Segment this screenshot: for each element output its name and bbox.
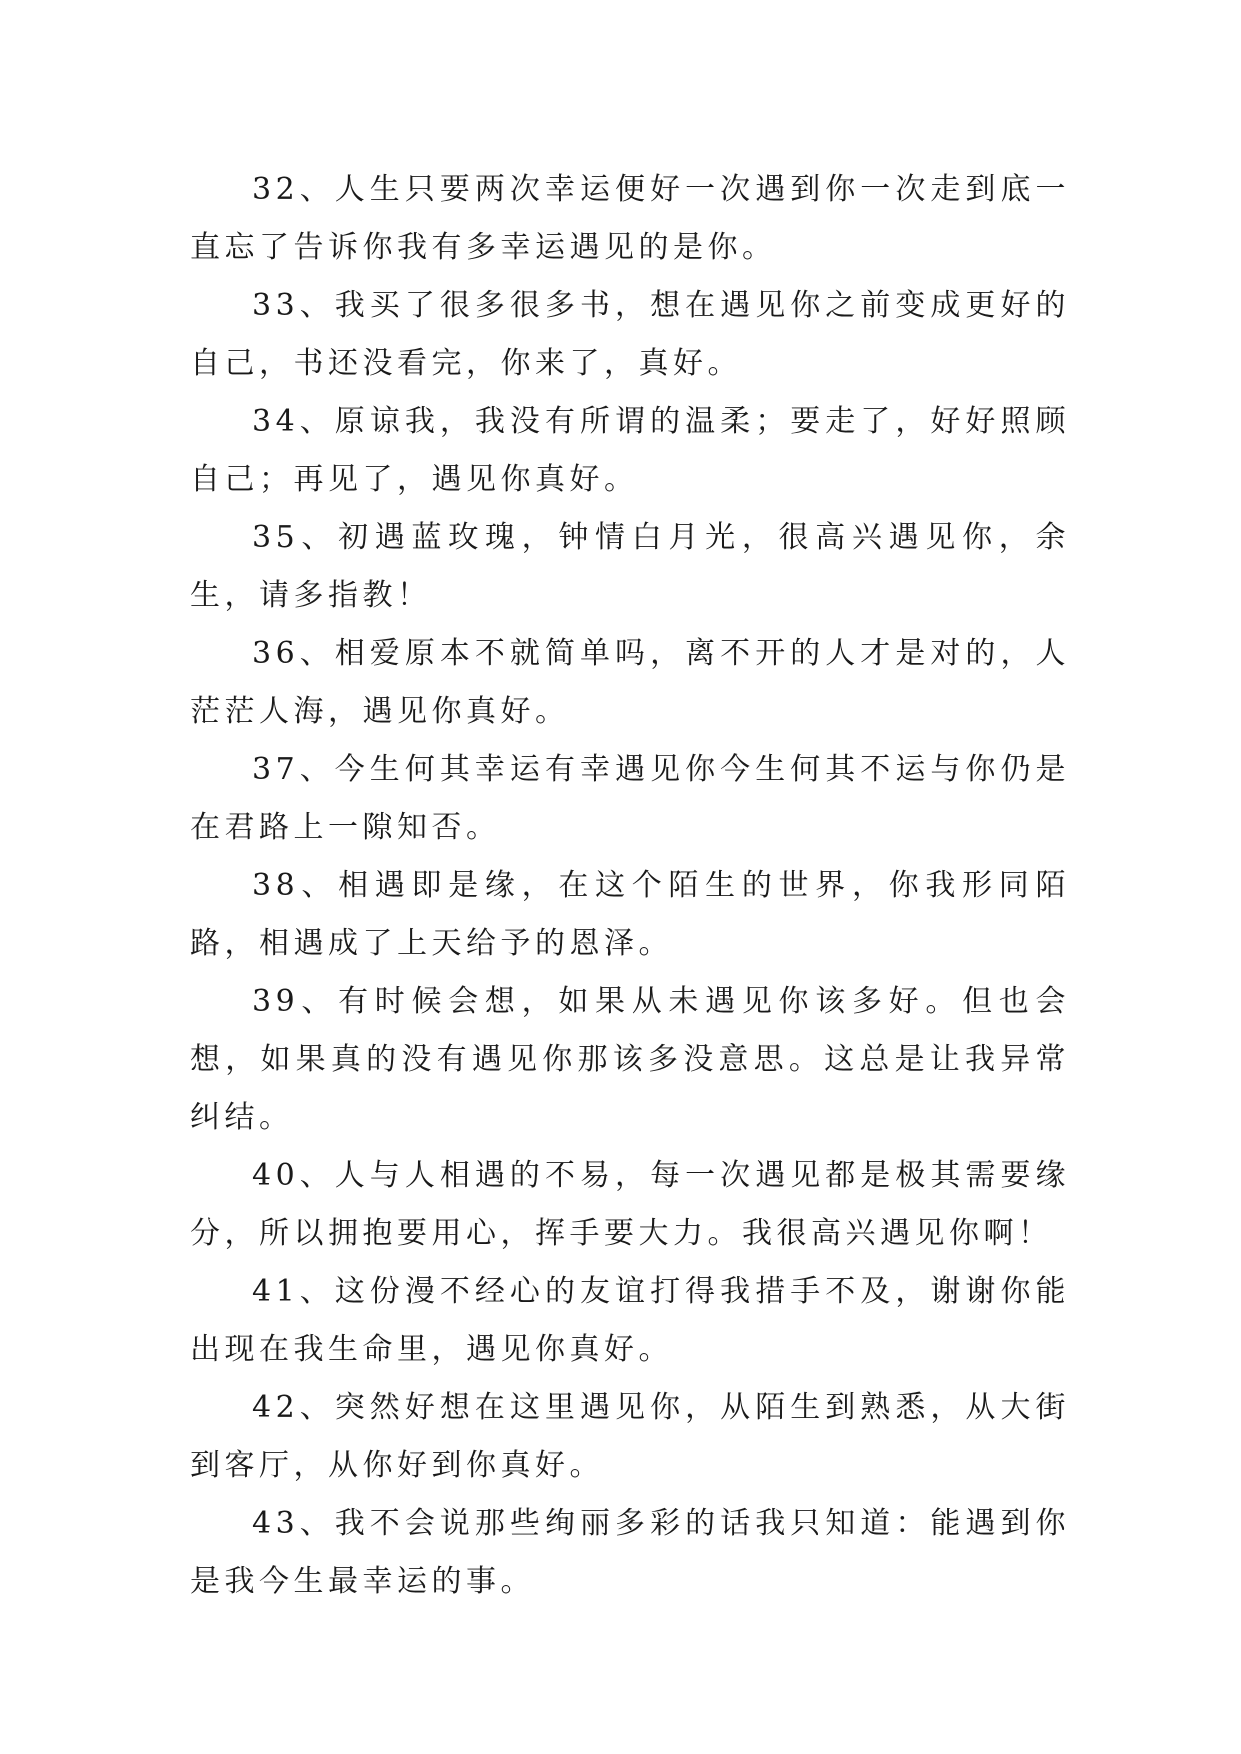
paragraph-42: 42、突然好想在这里遇见你，从陌生到熟悉，从大街到客厅，从你好到你真好。 [190, 1390, 1070, 1483]
paragraph-34: 34、原谅我，我没有所谓的温柔；要走了，好好照顾自己；再见了，遇见你真好。 [190, 404, 1070, 497]
document-body [190, 161, 1070, 1611]
paragraph-32: 32、人生只要两次幸运便好一次遇到你一次走到底一直忘了告诉你我有多幸运遇见的是你。 [190, 172, 1070, 265]
paragraph-43: 43、我不会说那些绚丽多彩的话我只知道：能遇到你是我今生最幸运的事。 [190, 1506, 1070, 1599]
paragraph-40: 40、人与人相遇的不易，每一次遇见都是极其需要缘分，所以拥抱要用心，挥手要大力。我很高兴遇见你啊！ [190, 1158, 1070, 1251]
paragraph-38: 38、相遇即是缘，在这个陌生的世界，你我形同陌路，相遇成了上天给予的恩泽。 [190, 868, 1070, 961]
paragraph-33: 33、我买了很多很多书，想在遇见你之前变成更好的自己，书还没看完，你来了，真好。 [190, 288, 1070, 381]
paragraph-35: 35、初遇蓝玫瑰，钟情白月光，很高兴遇见你，余生，请多指教！ [190, 520, 1070, 613]
paragraph-41: 41、这份漫不经心的友谊打得我措手不及，谢谢你能出现在我生命里，遇见你真好。 [190, 1274, 1070, 1367]
paragraph-36: 36、相爱原本不就简单吗，离不开的人才是对的，人茫茫人海，遇见你真好。 [190, 636, 1070, 729]
paragraph-37: 37、今生何其幸运有幸遇见你今生何其不运与你仍是在君路上一隙知否。 [190, 752, 1070, 845]
paragraph-39: 39、有时候会想，如果从未遇见你该多好。但也会想，如果真的没有遇见你那该多没意思。这总是让我异常纠结。 [190, 984, 1070, 1135]
